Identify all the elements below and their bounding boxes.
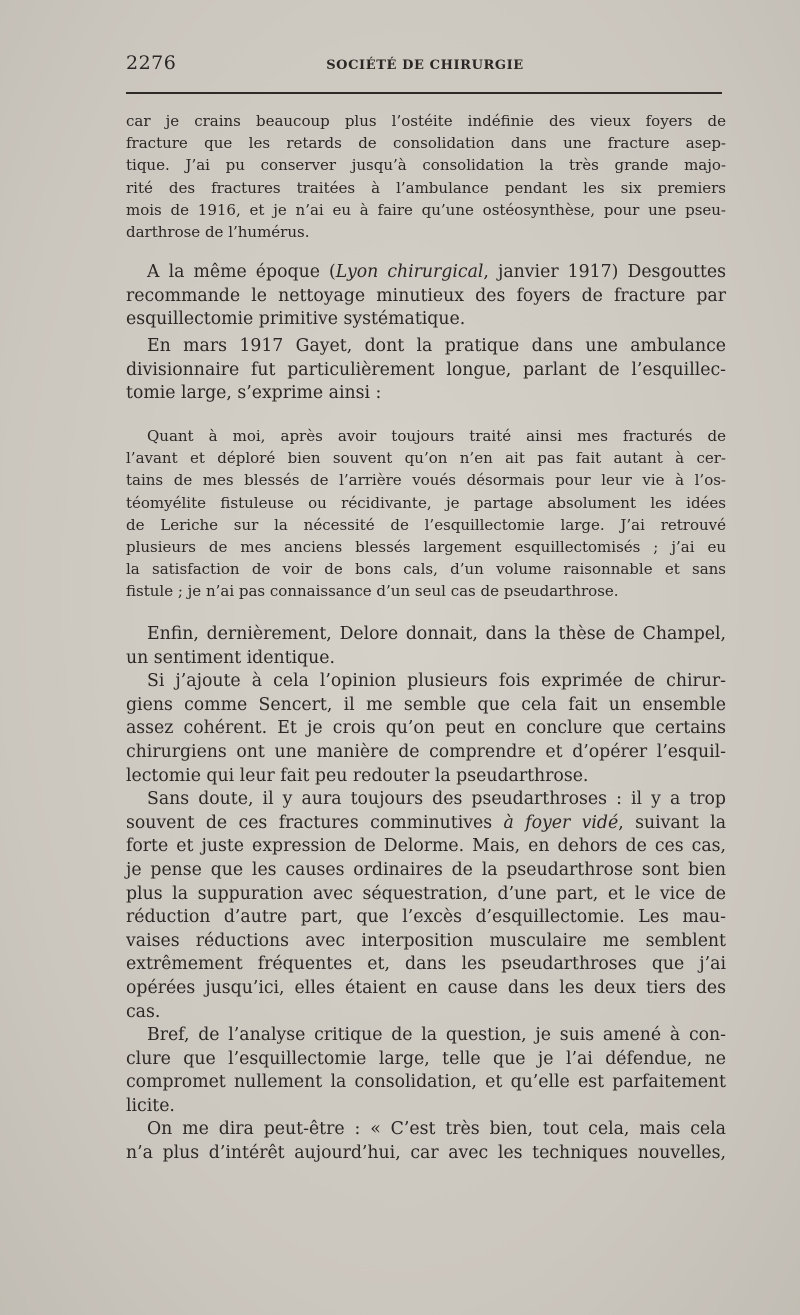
- text-line: divisionnaire fut particulièrement longue, parlant de l’esquillec-: [126, 359, 726, 380]
- text-line: darthrose de l’humérus.: [126, 223, 310, 242]
- text-line: tomie large, s’exprime ainsi :: [126, 383, 382, 404]
- header-rule: [126, 92, 722, 94]
- journal-reference: Lyon chirurgical: [335, 262, 484, 282]
- text-line: la satisfaction de voir de bons cals, d’un volume raisonnable et sans: [126, 560, 726, 579]
- text-line: cas.: [126, 1001, 161, 1022]
- text-line: esquillectomie primitive systématique.: [126, 309, 466, 330]
- running-title: SOCIÉTÉ DE CHIRURGIE: [326, 58, 524, 73]
- paragraph-2: [126, 261, 726, 332]
- text-line: vaises réductions avec interposition musculaire me semblent: [126, 930, 726, 951]
- text-line: rité des fractures traitées à l’ambulance pendant les six premiers: [126, 178, 726, 197]
- text-line: recommande le nettoyage minutieux des foyers de fracture par: [126, 285, 726, 306]
- text-line: En mars 1917 Gayet, dont la pratique dans une ambulance: [147, 336, 726, 356]
- text-line: giens comme Sencert, il me semble que cela fait un ensemble: [126, 694, 726, 715]
- text-line: plus la suppuration avec séquestration, d’une part, et le vice de: [126, 883, 726, 904]
- text-line: Quant à moi, après avoir toujours traité ainsi mes fracturés de: [147, 427, 726, 445]
- text-line: [126, 812, 726, 836]
- main-text: [126, 623, 726, 1166]
- text-line: opérées jusqu’ici, elles étaient en cause dans les deux tiers des: [126, 977, 726, 998]
- text-line: tains de mes blessés de l’arrière voués désormais pour leur vie à l’os-: [126, 471, 726, 490]
- text-line: de Leriche sur la nécessité de l’esquillectomie large. J’ai retrouvé: [126, 515, 726, 534]
- paragraph-1: [126, 110, 726, 243]
- text-span: , suivant la: [618, 812, 726, 833]
- text-line: un sentiment identique.: [126, 647, 335, 668]
- text-line: téomyélite fistuleuse ou récidivante, je partage absolument les idées: [126, 493, 726, 512]
- page-number: 2276: [126, 52, 177, 74]
- text-line: je pense que les causes ordinaires de la pseudarthrose sont bien: [126, 859, 726, 880]
- text-line: n’a plus d’intérêt aujourd’hui, car avec les techniques nouvelles,: [126, 1143, 726, 1164]
- text-line: compromet nullement la consolidation, et qu’elle est parfaitement: [126, 1072, 726, 1093]
- paragraph-3: [126, 335, 726, 406]
- text-line: extrêmement fréquentes et, dans les pseudarthroses que j’ai: [126, 954, 726, 975]
- text-line: Enfin, dernièrement, Delore donnait, dans la thèse de Champel,: [147, 624, 726, 644]
- text-line: plusieurs de mes anciens blessés largement esquillectomisés ; j’ai eu: [126, 538, 726, 557]
- text-line: l’avant et déploré bien souvent qu’on n’en ait pas fait autant à cer-: [126, 449, 726, 468]
- text-span: , janvier 1917) Desgouttes: [483, 262, 727, 282]
- text-line: chirurgiens ont une manière de comprendre et d’opérer l’esquil-: [126, 741, 726, 762]
- text-line: licite.: [126, 1095, 175, 1116]
- text-line: clure que l’esquillectomie large, telle que je l’ai défendue, ne: [126, 1048, 726, 1069]
- text-line: fistule ; je n’ai pas connaissance d’un seul cas de pseudarthrose.: [126, 582, 619, 601]
- text-span: A la même époque (: [147, 262, 336, 282]
- text-line: fracture que les retards de consolidation dans une fracture asep-: [126, 134, 726, 153]
- text-span: souvent de ces fractures comminutives: [126, 812, 504, 833]
- text-line: Sans doute, il y aura toujours des pseudarthroses : il y a trop: [147, 789, 726, 810]
- text-line: On me dira peut-être : « C’est très bien, tout cela, mais cela: [147, 1119, 726, 1140]
- text-line: Si j’ajoute à cela l’opinion plusieurs fois exprimée de chirur-: [147, 671, 726, 692]
- quotation: [126, 425, 726, 603]
- text-line: [126, 261, 726, 285]
- text-line: forte et juste expression de Delorme. Mais, en dehors de ces cas,: [126, 836, 726, 857]
- text-line: tique. J’ai pu conserver jusqu’à consolidation la très grande majo-: [126, 156, 726, 175]
- page-header: [126, 52, 724, 82]
- text-line: assez cohérent. Et je crois qu’on peut en conclure que certains: [126, 718, 726, 739]
- emphasis: à foyer vidé: [503, 812, 619, 833]
- text-line: réduction d’autre part, que l’excès d’esquillectomie. Les mau-: [126, 907, 726, 928]
- text-line: lectomie qui leur fait peu redouter la pseudarthrose.: [126, 765, 589, 786]
- text-line: mois de 1916, et je n’ai eu à faire qu’une ostéosynthèse, pour une pseu-: [126, 200, 726, 219]
- text-line: car je crains beaucoup plus l’ostéite indéfinie des vieux foyers de: [126, 112, 726, 130]
- text-line: Bref, de l’analyse critique de la question, je suis amené à con-: [147, 1025, 726, 1046]
